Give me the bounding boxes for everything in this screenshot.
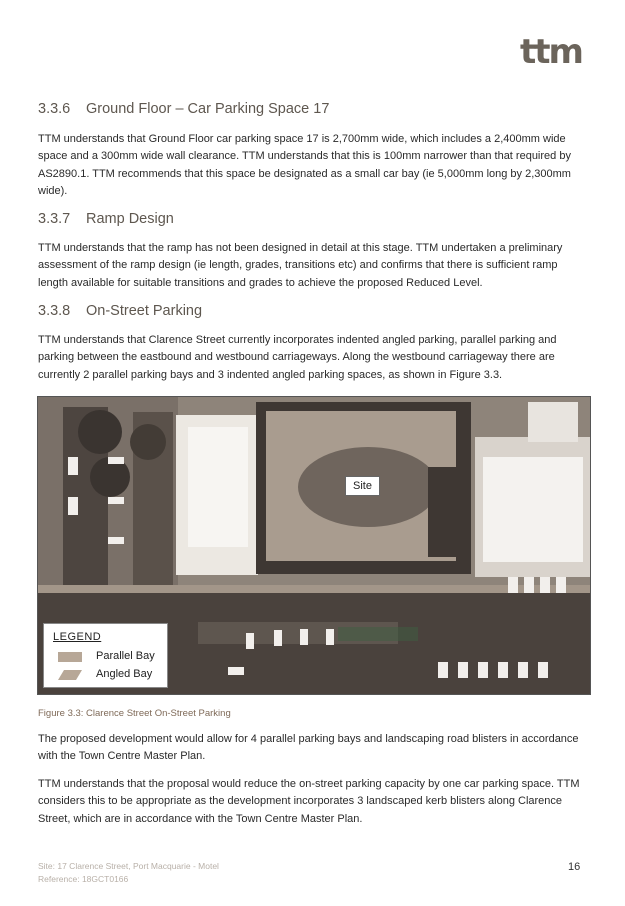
map-legend — [43, 623, 168, 688]
legend-label: Parallel Bay — [96, 650, 155, 662]
paragraph-proposed-development: The proposed development would allow for 4 parallel parking bays and landscaping road blisters in accordance with the Town Centre Master Plan. — [38, 733, 579, 763]
paragraph-on-street-parking: TTM understands that Clarence Street currently incorporates indented angled parking, parallel parking and parking between the eastbound and westbound carriageways. Along the westbound carriageway there are currently 2 parallel parking bays and 3 indented angled parking spaces, as shown in Figure 3.3. — [38, 334, 557, 381]
section-number: 3.3.6 — [38, 101, 71, 117]
footer-site: Site: 17 Clarence Street, Port Macquarie - Motel — [38, 861, 219, 871]
paragraph-parking-capacity: TTM understands that the proposal would reduce the on-street parking capacity by one car parking space. TTM considers this to be appropriate as the development incorporates 3 landscaped kerb blisters along Clarence Street, which are in accordance with the Town Centre Master Plan. — [38, 778, 580, 825]
paragraph-parking-space-17: TTM understands that Ground Floor car parking space 17 is 2,700mm wide, which includes a 2,400mm wide space and a 300mm wide wall clearance. TTM understands that this is 100mm narrower than that required by AS2890.1. TTM recommends that this space be designated as a small car bay (ie 5,000mm long by 2,300mm wide). — [38, 133, 571, 197]
section-title: On-Street Parking — [86, 303, 203, 319]
section-title: Ramp Design — [86, 211, 174, 227]
figure-caption: Figure 3.3: Clarence Street On-Street Parking — [38, 708, 231, 719]
parallel-bay-swatch — [58, 652, 82, 662]
site-label: Site — [345, 476, 380, 496]
angled-bay-swatch — [58, 670, 82, 680]
page-footer — [38, 860, 219, 886]
aerial-photo-figure — [37, 396, 591, 695]
section-number: 3.3.8 — [38, 303, 71, 319]
section-number: 3.3.7 — [38, 211, 71, 227]
section-heading-3-3-8 — [38, 303, 202, 319]
section-heading-3-3-6 — [38, 101, 329, 117]
ttm-logo: ttm — [520, 32, 582, 72]
footer-reference: Reference: 18GCT0166 — [38, 874, 129, 884]
section-title: Ground Floor – Car Parking Space 17 — [86, 101, 330, 117]
legend-title: LEGEND — [53, 631, 102, 643]
section-heading-3-3-7 — [38, 211, 174, 227]
paragraph-ramp-design: TTM understands that the ramp has not been designed in detail at this stage. TTM undertaken a preliminary assessment of the ramp design (ie length, grades, transitions etc) and confirms that there is sufficient ramp length available for suitable transitions and grades to achieve the proposed Reduced Level. — [38, 242, 563, 289]
legend-label: Angled Bay — [96, 668, 153, 680]
page-number: 16 — [568, 861, 581, 873]
